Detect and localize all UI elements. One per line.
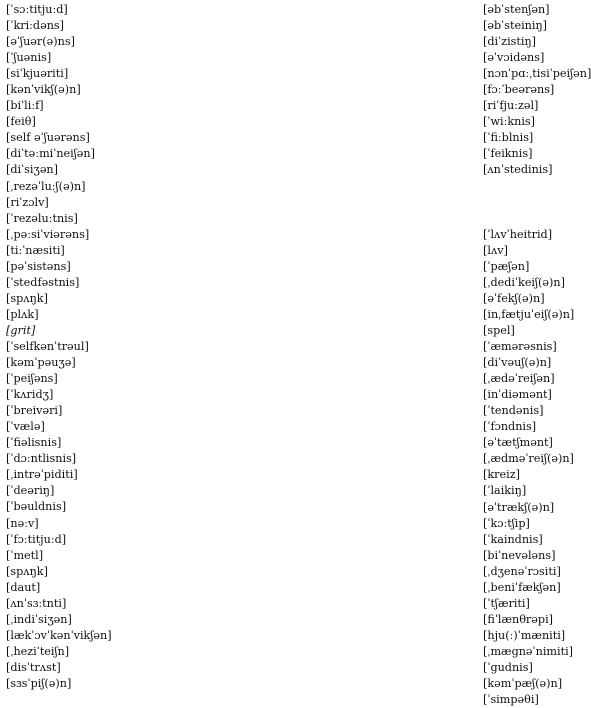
transcription-line: [diˈvəuʃ(ə)n] xyxy=(483,356,552,370)
transcription-line: [ˈfeiknis] xyxy=(483,147,533,161)
transcription-line: [əˈtætʃmənt] xyxy=(483,436,553,450)
transcription-line: [əˈtrækʃ(ə)n] xyxy=(483,500,555,514)
transcription-line: [ˌdʒenəˈrɔsiti] xyxy=(483,564,561,578)
transcription-line: [ˈgudnis] xyxy=(483,660,533,674)
transcription-line: [ˈfɔːtitjuːd] xyxy=(6,532,67,546)
transcription-line: [ˈsɔːtitjuːd] xyxy=(6,3,68,16)
transcription-line: [spʌŋk] xyxy=(6,564,48,578)
transcription-line: [ˌindiˈsiʒən] xyxy=(6,612,72,626)
transcription-line: [ˈfiəlisnis] xyxy=(6,436,62,450)
transcription-line: [ˈæmərəsnis] xyxy=(483,340,557,354)
transcription-line: [ˈfɔndnis] xyxy=(483,420,537,434)
transcription-line: [ˌædməˈreiʃ(ə)n] xyxy=(483,452,574,466)
transcription-line: [əbˈstenʃən] xyxy=(483,3,550,16)
transcription-line: [ˈlaikiŋ] xyxy=(483,484,527,498)
transcription-line: [ˈʃuənis] xyxy=(6,51,52,65)
transcription-line: [daut] xyxy=(6,580,41,594)
left-column xyxy=(6,2,112,692)
transcription-line: [spel] xyxy=(483,323,515,337)
transcription-line: [kəmˈpæʃ(ə)n] xyxy=(483,677,563,691)
transcription-line: [diˈzistiŋ] xyxy=(483,35,537,49)
transcription-line: [riˈfjuːzəl] xyxy=(483,99,539,113)
transcription-line: [sɜsˈpiʃ(ə)n] xyxy=(6,676,72,690)
transcription-line: [diˈsiʒən] xyxy=(6,163,59,177)
transcription-line: [ˈkʌridʒ] xyxy=(6,388,54,402)
transcription-line: [ˈvælə] xyxy=(6,420,45,434)
transcription-line: [grit] xyxy=(6,323,36,337)
transcription-line: [kreiz] xyxy=(483,468,520,482)
transcription-line: [ˈbreivəri] xyxy=(6,404,63,418)
transcription-line: [fɔːˈbeərəns] xyxy=(483,83,555,97)
transcription-line: [spʌŋk] xyxy=(6,291,48,305)
transcription-line: [ˌbeniˈfækʃən] xyxy=(483,580,561,594)
transcription-line: [ˈfiːblnis] xyxy=(483,131,534,145)
transcription-line: [ʌnˈstedinis] xyxy=(483,163,553,177)
transcription-line: [biˈnevələns] xyxy=(483,548,556,562)
transcription-line: [nɔnˈpɑːˌtisiˈpeiʃən] xyxy=(483,67,591,81)
transcription-line: [riˈzɔlv] xyxy=(6,195,49,209)
transcription-line: [ˌheziˈteiʃn] xyxy=(6,644,70,658)
transcription-line: [fiˈlænθrəpi] xyxy=(483,612,554,626)
transcription-line: [pəˈsistəns] xyxy=(6,259,71,273)
transcription-line: [ˈtendənis] xyxy=(483,404,544,418)
transcription-line: [ʌnˈsɜːtnti] xyxy=(6,596,67,610)
transcription-line: [disˈtrʌst] xyxy=(6,660,61,674)
transcription-line: [ˈsimpəθi] xyxy=(483,693,539,707)
transcription-line: [inˈdiəmənt] xyxy=(483,388,552,402)
transcription-line: [feiθ] xyxy=(6,115,36,129)
transcription-line: [ˌdediˈkeiʃ(ə)n] xyxy=(483,275,565,289)
transcription-line: [siˈkjuəriti] xyxy=(6,67,69,81)
transcription-line: [ˌædəˈreiʃən] xyxy=(483,372,555,386)
transcription-line: [kənˈvikʃ(ə)n] xyxy=(6,83,81,97)
section-gap xyxy=(483,179,591,227)
transcription-line: [ˈlʌvˈheitrid] xyxy=(483,227,553,241)
transcription-line: [ˈpæʃən] xyxy=(483,259,530,273)
transcription-line: [ˈselfkənˈtrəul] xyxy=(6,339,89,353)
transcription-line: [ˈkaindnis] xyxy=(483,532,543,546)
transcription-line: [ˈbəuldnis] xyxy=(6,500,67,514)
transcription-line: [əˈʃuər(ə)ns] xyxy=(6,35,75,49)
transcription-line: [plʌk] xyxy=(6,307,39,321)
transcription-line: [inˌfætjuˈeiʃ(ə)n] xyxy=(483,307,575,321)
transcription-line: [ˈpeiʃəns] xyxy=(6,372,58,386)
transcription-line: [nəːv] xyxy=(6,516,39,530)
transcription-line: [əbˈsteiniŋ] xyxy=(483,19,548,33)
transcription-line: [ˌpəːsiˈviərəns] xyxy=(6,227,90,241)
transcription-line: [əˈfekʃ(ə)n] xyxy=(483,291,545,305)
transcription-line: [hju(ː)ˈmæniti] xyxy=(483,628,566,642)
transcription-line: [tiːˈnæsiti] xyxy=(6,243,65,257)
transcription-line: [lʌv] xyxy=(483,243,508,257)
transcription-line: [kəmˈpəuʒə] xyxy=(6,356,76,370)
transcription-line: [ˌmægnəˈnimiti] xyxy=(483,644,574,658)
transcription-line: [ˈkriːdəns] xyxy=(6,19,65,33)
transcription-line: [ˈmetl] xyxy=(6,548,44,562)
transcription-line: [ˈkɔːtʃip] xyxy=(483,516,530,530)
transcription-line: [self əˈʃuərəns] xyxy=(6,131,90,145)
transcription-line: [ˌrezəˈluːʃ(ə)n] xyxy=(6,179,86,193)
transcription-line: [əˈvɔidəns] xyxy=(483,51,545,65)
transcription-line: [ˈstedfəstnis] xyxy=(6,275,80,289)
transcription-line: [lækˈɔvˈkənˈvikʃən] xyxy=(6,628,112,642)
right-column xyxy=(483,2,591,708)
transcription-line: [ˈrezəluːtnis] xyxy=(6,211,78,225)
transcription-line: [ˈtʃæriti] xyxy=(483,596,530,610)
transcription-line: [ˈdeəriŋ] xyxy=(6,484,55,498)
transcription-line: [biˈliːf] xyxy=(6,99,44,113)
transcription-line: [ˌintrəˈpiditi] xyxy=(6,468,78,482)
transcription-line: [ˈdɔːntlisnis] xyxy=(6,452,77,466)
transcription-line: [diˈtəːmiˈneiʃən] xyxy=(6,147,95,161)
transcription-line: [ˈwiːknis] xyxy=(483,115,536,129)
